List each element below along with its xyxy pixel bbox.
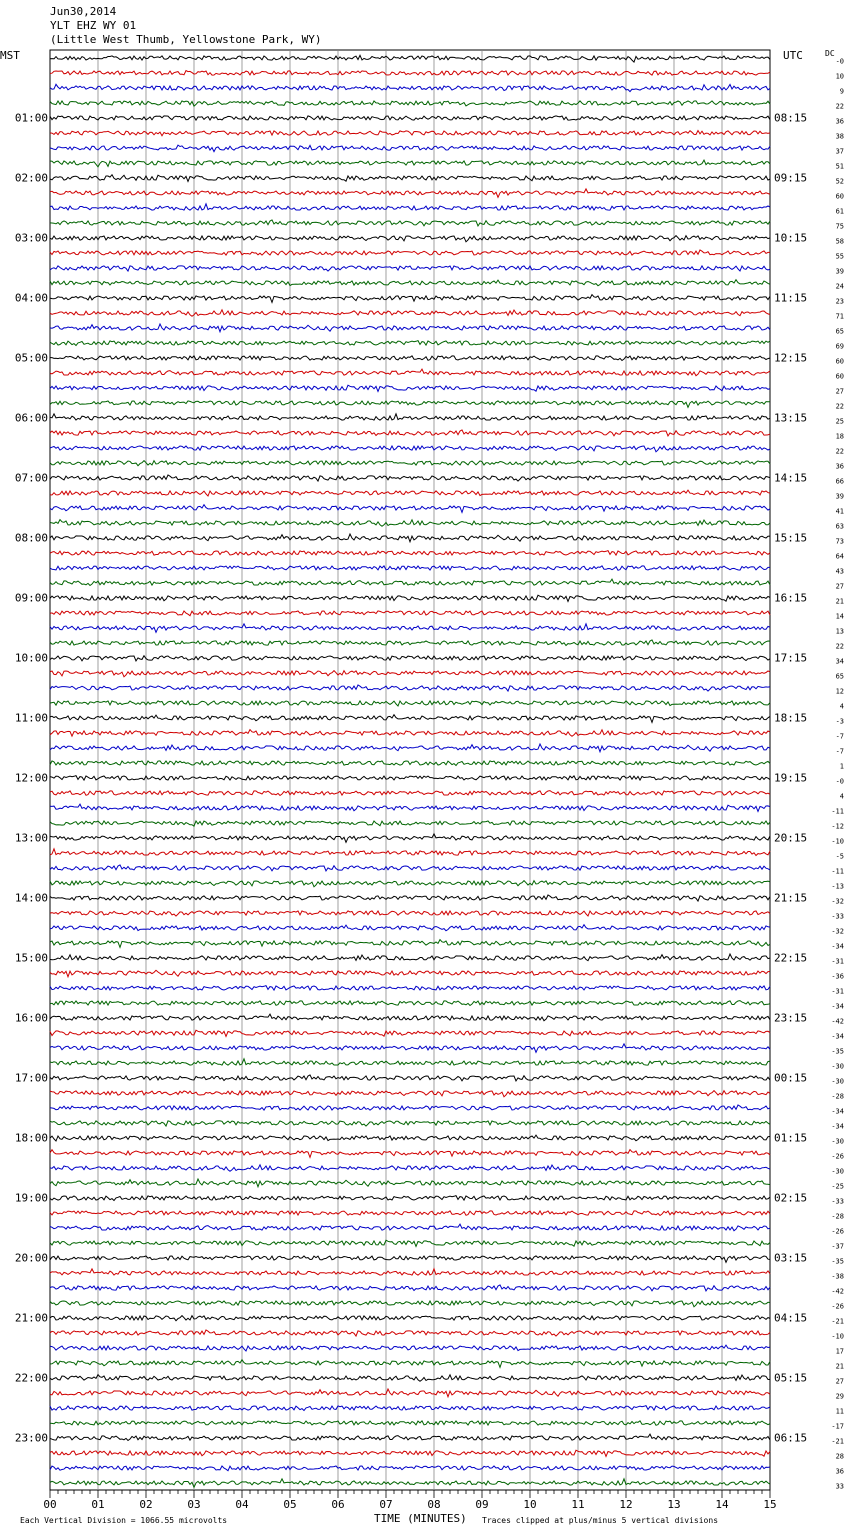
location-title: (Little West Thumb, Yellowstone Park, WY) <box>50 33 322 46</box>
dc-offset-value: -7 <box>835 732 844 741</box>
mst-hour-label: 01:00 <box>14 111 48 125</box>
dc-offset-value: 21 <box>835 1362 844 1371</box>
seismic-trace <box>50 1450 770 1456</box>
mst-hour-label: 08:00 <box>14 531 48 545</box>
dc-offset-value: -12 <box>831 822 844 831</box>
seismic-trace <box>50 250 770 255</box>
seismic-trace <box>50 776 770 781</box>
x-tick-label: 10 <box>523 1498 537 1511</box>
dc-offset-value: 65 <box>835 327 844 336</box>
dc-offset-value: -42 <box>831 1017 844 1026</box>
utc-hour-label: 05:15 <box>774 1371 808 1385</box>
x-tick-label: 13 <box>667 1498 681 1511</box>
seismic-trace <box>50 461 770 466</box>
dc-offset-value: -32 <box>831 927 844 936</box>
mst-hour-label: 09:00 <box>14 591 48 605</box>
seismic-trace <box>50 101 770 106</box>
dc-offset-value: -21 <box>831 1437 844 1446</box>
utc-hour-label: 06:15 <box>774 1431 808 1445</box>
dc-offset-value: 75 <box>835 222 844 231</box>
seismic-trace <box>50 1421 770 1425</box>
dc-offset-value: 27 <box>835 1377 844 1386</box>
mst-hour-label: 14:00 <box>14 891 48 905</box>
dc-offset-value: 36 <box>835 117 844 126</box>
mst-hour-label: 03:00 <box>14 231 48 245</box>
utc-axis-label: UTC <box>783 49 803 62</box>
seismic-trace <box>50 1091 770 1097</box>
seismic-trace <box>50 295 770 303</box>
seismic-trace <box>50 1479 770 1488</box>
seismic-trace <box>50 791 770 796</box>
seismic-trace <box>50 175 770 182</box>
dc-offset-value: 51 <box>835 162 844 171</box>
dc-offset-value: -31 <box>831 957 844 966</box>
utc-hour-label: 18:15 <box>774 711 808 725</box>
x-tick-label: 00 <box>43 1498 57 1511</box>
dc-offset-value: -36 <box>831 972 844 981</box>
seismic-trace <box>50 1316 770 1321</box>
mst-hour-label: 13:00 <box>14 831 48 845</box>
mst-hour-label: 22:00 <box>14 1371 48 1385</box>
seismic-trace <box>50 551 770 556</box>
seismic-trace <box>50 1121 770 1126</box>
seismic-trace <box>50 1330 770 1336</box>
seismic-trace <box>50 986 770 991</box>
dc-offset-value: 22 <box>835 102 844 111</box>
utc-hour-label: 14:15 <box>774 471 808 485</box>
dc-offset-value: 25 <box>835 417 844 426</box>
dc-offset-value: 29 <box>835 1392 844 1401</box>
seismic-trace <box>50 1269 770 1275</box>
seismic-trace <box>50 715 770 723</box>
mst-hour-label: 12:00 <box>14 771 48 785</box>
seismic-trace <box>50 71 770 76</box>
dc-offset-value: 1 <box>839 762 844 771</box>
seismic-trace <box>50 145 770 152</box>
dc-offset-value: -34 <box>831 1002 844 1011</box>
mst-hour-label: 07:00 <box>14 471 48 485</box>
seismic-trace <box>50 401 770 407</box>
dc-offset-value: -37 <box>831 1242 844 1251</box>
mst-hour-label: 15:00 <box>14 951 48 965</box>
dc-offset-value: 39 <box>835 492 844 501</box>
utc-hour-label: 08:15 <box>774 111 808 125</box>
dc-offset-value: 36 <box>835 1467 844 1476</box>
dc-offset-value: -21 <box>831 1317 844 1326</box>
seismic-trace <box>50 280 770 286</box>
dc-offset-value: 24 <box>835 282 844 291</box>
dc-offset-value: 9 <box>839 87 844 96</box>
dc-offset-value: -42 <box>831 1287 844 1296</box>
seismic-trace <box>50 475 770 481</box>
utc-hour-label: 22:15 <box>774 951 808 965</box>
dc-offset-value: 65 <box>835 672 844 681</box>
seismic-trace <box>50 1345 770 1351</box>
seismic-trace <box>50 84 770 91</box>
utc-hour-label: 03:15 <box>774 1251 808 1265</box>
seismic-trace <box>50 865 770 871</box>
dc-offset-value: 38 <box>835 132 844 141</box>
utc-hour-label: 20:15 <box>774 831 808 845</box>
dc-offset-value: -32 <box>831 897 844 906</box>
seismic-trace <box>50 954 770 961</box>
seismic-trace <box>50 204 770 210</box>
seismic-trace <box>50 369 770 376</box>
seismic-trace <box>50 970 770 977</box>
seismic-trace <box>50 1001 770 1006</box>
seismic-trace <box>50 1150 770 1158</box>
dc-offset-value: 60 <box>835 372 844 381</box>
seismic-trace <box>50 685 770 691</box>
x-tick-label: 09 <box>475 1498 489 1511</box>
dc-offset-value: 4 <box>839 702 844 711</box>
utc-hour-label: 15:15 <box>774 531 808 545</box>
mst-hour-label: 16:00 <box>14 1011 48 1025</box>
dc-offset-value: 27 <box>835 582 844 591</box>
dc-offset-value: -35 <box>831 1047 844 1056</box>
seismic-trace <box>50 640 770 646</box>
seismic-trace <box>50 881 770 887</box>
seismic-trace <box>50 940 770 948</box>
seismic-trace <box>50 310 770 317</box>
seismic-trace <box>50 1135 770 1141</box>
seismic-trace <box>50 595 770 601</box>
seismic-trace <box>50 579 770 585</box>
mst-hour-label: 11:00 <box>14 711 48 725</box>
mst-hour-label: 06:00 <box>14 411 48 425</box>
x-tick-label: 14 <box>715 1498 729 1511</box>
seismic-trace <box>50 1165 770 1172</box>
dc-offset-value: 73 <box>835 537 844 546</box>
seismic-trace <box>50 414 770 420</box>
seismic-trace <box>50 701 770 706</box>
dc-offset-value: 71 <box>835 312 844 321</box>
dc-offset-value: -33 <box>831 912 844 921</box>
dc-offset-value: 41 <box>835 507 844 516</box>
seismic-trace <box>50 1179 770 1187</box>
seismic-trace <box>50 1301 770 1307</box>
dc-offset-value: -25 <box>831 1182 844 1191</box>
dc-offset-value: 13 <box>835 627 844 636</box>
mst-hour-label: 17:00 <box>14 1071 48 1085</box>
seismic-trace <box>50 1030 770 1036</box>
utc-hour-label: 12:15 <box>774 351 808 365</box>
dc-offset-value: -30 <box>831 1077 844 1086</box>
dc-offset-value: 55 <box>835 252 844 261</box>
dc-offset-value: 11 <box>835 1407 844 1416</box>
mst-axis-label: MST <box>0 49 20 62</box>
dc-offset-value: -26 <box>831 1227 844 1236</box>
x-tick-label: 03 <box>187 1498 201 1511</box>
seismic-trace <box>50 1240 770 1246</box>
utc-hour-label: 10:15 <box>774 231 808 245</box>
dc-offset-value: 22 <box>835 642 844 651</box>
dc-offset-value: 36 <box>835 462 844 471</box>
mst-hour-label: 23:00 <box>14 1431 48 1445</box>
seismic-trace <box>50 505 770 513</box>
seismic-trace <box>50 236 770 242</box>
utc-hour-label: 02:15 <box>774 1191 808 1205</box>
dc-offset-value: -17 <box>831 1422 844 1431</box>
utc-hour-label: 11:15 <box>774 291 808 305</box>
seismic-trace <box>50 1075 770 1081</box>
x-tick-label: 04 <box>235 1498 249 1511</box>
dc-offset-value: -0 <box>835 777 844 786</box>
dc-offset-value: 33 <box>835 1482 844 1491</box>
dc-offset-value: -11 <box>831 867 844 876</box>
dc-offset-value: 10 <box>835 72 844 81</box>
dc-offset-value: 4 <box>839 792 844 801</box>
utc-hour-label: 04:15 <box>774 1311 808 1325</box>
seismic-trace <box>50 160 770 167</box>
x-tick-label: 12 <box>619 1498 633 1511</box>
dc-offset-value: 58 <box>835 237 844 246</box>
seismic-trace <box>50 1285 770 1291</box>
dc-offset-value: 28 <box>835 1452 844 1461</box>
station-title: YLT EHZ WY 01 <box>50 19 137 32</box>
mst-hour-label: 21:00 <box>14 1311 48 1325</box>
seismic-trace <box>50 1224 770 1231</box>
seismic-trace <box>50 849 770 856</box>
seismic-trace <box>50 324 770 332</box>
seismic-trace <box>50 220 770 226</box>
seismic-trace <box>50 911 770 916</box>
seismic-trace <box>50 189 770 197</box>
utc-hour-label: 17:15 <box>774 651 808 665</box>
seismic-trace <box>50 656 770 661</box>
seismic-trace <box>50 1211 770 1216</box>
dc-offset-value: -30 <box>831 1167 844 1176</box>
seismic-trace <box>50 131 770 136</box>
dc-offset-value: 23 <box>835 297 844 306</box>
mst-hour-label: 18:00 <box>14 1131 48 1145</box>
dc-offset-value: 60 <box>835 192 844 201</box>
mst-hour-label: 10:00 <box>14 651 48 665</box>
dc-offset-value: 21 <box>835 597 844 606</box>
seismic-trace <box>50 341 770 346</box>
seismic-trace <box>50 624 770 633</box>
dc-offset-value: -34 <box>831 1032 844 1041</box>
seismic-trace <box>50 1466 770 1471</box>
mst-hour-label: 05:00 <box>14 351 48 365</box>
seismic-trace <box>50 566 770 570</box>
dc-offset-value: -13 <box>831 882 844 891</box>
seismic-trace <box>50 1406 770 1411</box>
dc-offset-value: -7 <box>835 747 844 756</box>
dc-offset-value: 14 <box>835 612 844 621</box>
utc-hour-label: 16:15 <box>774 591 808 605</box>
utc-hour-label: 19:15 <box>774 771 808 785</box>
mst-hour-label: 19:00 <box>14 1191 48 1205</box>
dc-offset-value: 18 <box>835 432 844 441</box>
seismic-trace <box>50 1375 770 1382</box>
mst-hour-label: 02:00 <box>14 171 48 185</box>
seismic-trace <box>50 266 770 271</box>
seismic-trace <box>50 1256 770 1262</box>
x-tick-label: 01 <box>91 1498 105 1511</box>
seismic-trace <box>50 925 770 931</box>
seismic-trace <box>50 895 770 901</box>
dc-offset-value: 17 <box>835 1347 844 1356</box>
seismic-trace <box>50 1014 770 1021</box>
seismic-trace <box>50 1059 770 1065</box>
dc-offset-value: -28 <box>831 1212 844 1221</box>
x-tick-label: 08 <box>427 1498 441 1511</box>
dc-offset-value: -26 <box>831 1152 844 1161</box>
dc-offset-value: 22 <box>835 447 844 456</box>
clip-note: Traces clipped at plus/minus 5 vertical divisions <box>482 1516 719 1525</box>
seismic-trace <box>50 55 770 62</box>
mst-hour-label: 20:00 <box>14 1251 48 1265</box>
utc-hour-label: 23:15 <box>774 1011 808 1025</box>
dc-offset-value: 66 <box>835 477 844 486</box>
seismic-trace <box>50 730 770 737</box>
utc-hour-label: 00:15 <box>774 1071 808 1085</box>
dc-offset-value: 43 <box>835 567 844 576</box>
seismic-trace <box>50 520 770 527</box>
x-axis-label: TIME (MINUTES) <box>374 1512 467 1525</box>
utc-hour-label: 09:15 <box>774 171 808 185</box>
x-tick-label: 02 <box>139 1498 153 1511</box>
dc-offset-value: 34 <box>835 657 844 666</box>
seismic-trace <box>50 611 770 616</box>
seismic-trace <box>50 834 770 842</box>
utc-hour-label: 01:15 <box>774 1131 808 1145</box>
dc-offset-value: 60 <box>835 357 844 366</box>
x-tick-label: 07 <box>379 1498 393 1511</box>
seismic-trace <box>50 744 770 752</box>
seismic-trace <box>50 1105 770 1110</box>
seismic-trace <box>50 385 770 391</box>
seismic-trace <box>50 1389 770 1397</box>
seismic-trace <box>50 761 770 766</box>
seismic-trace <box>50 116 770 120</box>
dc-offset-value: 37 <box>835 147 844 156</box>
dc-offset-value: 64 <box>835 552 844 561</box>
dc-offset-value: -10 <box>831 837 844 846</box>
dc-offset-value: -34 <box>831 1107 844 1116</box>
dc-offset-value: -0 <box>835 57 844 66</box>
date-title: Jun30,2014 <box>50 5 117 18</box>
dc-offset-value: 22 <box>835 402 844 411</box>
dc-offset-value: 12 <box>835 687 844 696</box>
dc-offset-value: -5 <box>835 852 844 861</box>
dc-offset-value: -30 <box>831 1062 844 1071</box>
dc-offset-value: -3 <box>835 717 844 726</box>
dc-offset-value: -28 <box>831 1092 844 1101</box>
x-tick-label: 06 <box>331 1498 345 1511</box>
dc-offset-value: -30 <box>831 1137 844 1146</box>
dc-offset-value: -31 <box>831 987 844 996</box>
dc-offset-value: 61 <box>835 207 844 216</box>
dc-offset-value: -34 <box>831 1122 844 1131</box>
scale-note: Each Vertical Division = 1066.55 microvolts <box>20 1516 228 1525</box>
utc-hour-label: 21:15 <box>774 891 808 905</box>
dc-offset-value: 63 <box>835 522 844 531</box>
seismic-trace <box>50 534 770 542</box>
seismic-trace <box>50 1044 770 1052</box>
dc-offset-value: -26 <box>831 1302 844 1311</box>
seismic-trace <box>50 1360 770 1368</box>
x-tick-label: 05 <box>283 1498 297 1511</box>
seismic-trace <box>50 804 770 811</box>
utc-hour-label: 13:15 <box>774 411 808 425</box>
x-tick-label: 15 <box>763 1498 777 1511</box>
seismic-trace <box>50 490 770 496</box>
mst-hour-label: 04:00 <box>14 291 48 305</box>
seismic-trace <box>50 430 770 436</box>
seismic-trace <box>50 1196 770 1201</box>
dc-offset-value: -11 <box>831 807 844 816</box>
dc-offset-value: -33 <box>831 1197 844 1206</box>
seismic-trace <box>50 446 770 452</box>
seismic-trace <box>50 671 770 677</box>
dc-offset-value: 27 <box>835 387 844 396</box>
dc-offset-value: -34 <box>831 942 844 951</box>
x-tick-label: 11 <box>571 1498 585 1511</box>
dc-offset-value: -38 <box>831 1272 844 1281</box>
seismic-trace <box>50 821 770 826</box>
dc-offset-value: 39 <box>835 267 844 276</box>
dc-label: DC <box>825 49 835 58</box>
dc-offset-value: -10 <box>831 1332 844 1341</box>
seismic-trace <box>50 356 770 361</box>
seismic-trace <box>50 1434 770 1440</box>
dc-offset-value: -35 <box>831 1257 844 1266</box>
dc-offset-value: 52 <box>835 177 844 186</box>
dc-offset-value: 69 <box>835 342 844 351</box>
